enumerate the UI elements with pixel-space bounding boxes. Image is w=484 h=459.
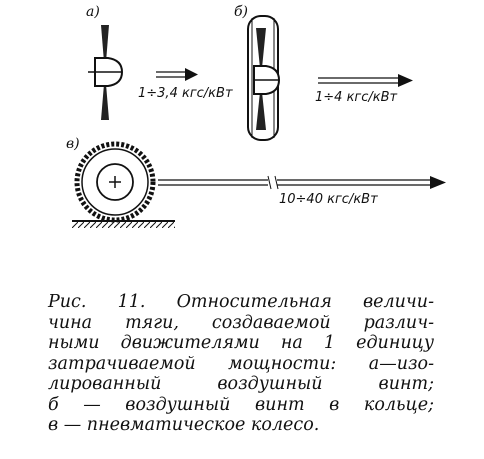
thrust-value-c: 10÷40 кгс/кВт bbox=[279, 192, 378, 207]
thrust-value-a: 1÷3,4 кгс/кВт bbox=[138, 86, 233, 101]
ground-surface bbox=[72, 221, 175, 228]
thrust-arrow-b bbox=[318, 74, 413, 87]
caption-line: Рис. 11. Относительная величи- bbox=[48, 292, 434, 312]
isolated-propeller bbox=[88, 25, 122, 120]
panel-label-a: а) bbox=[86, 4, 100, 20]
thrust-arrow-c bbox=[158, 176, 446, 189]
caption-line: б — воздушный винт в кольце; bbox=[48, 394, 434, 415]
caption-line: чина тяги, создаваемой различ- bbox=[48, 312, 434, 333]
pneumatic-wheel bbox=[77, 144, 153, 220]
thrust-value-b: 1÷4 кгс/кВт bbox=[315, 90, 398, 105]
thrust-arrow-a bbox=[156, 68, 198, 81]
figure-caption bbox=[48, 292, 434, 436]
panel-label-b: б) bbox=[234, 4, 249, 20]
caption-line: лированный воздушный винт; bbox=[48, 374, 434, 394]
caption-line: затрачиваемой мощности: а—изо- bbox=[48, 353, 434, 374]
ducted-propeller bbox=[248, 16, 279, 140]
caption-line: в — пневматическое колесо. bbox=[48, 415, 320, 435]
panel-label-c: в) bbox=[66, 136, 80, 152]
caption-line: ными движителями на 1 единицу bbox=[48, 333, 434, 353]
